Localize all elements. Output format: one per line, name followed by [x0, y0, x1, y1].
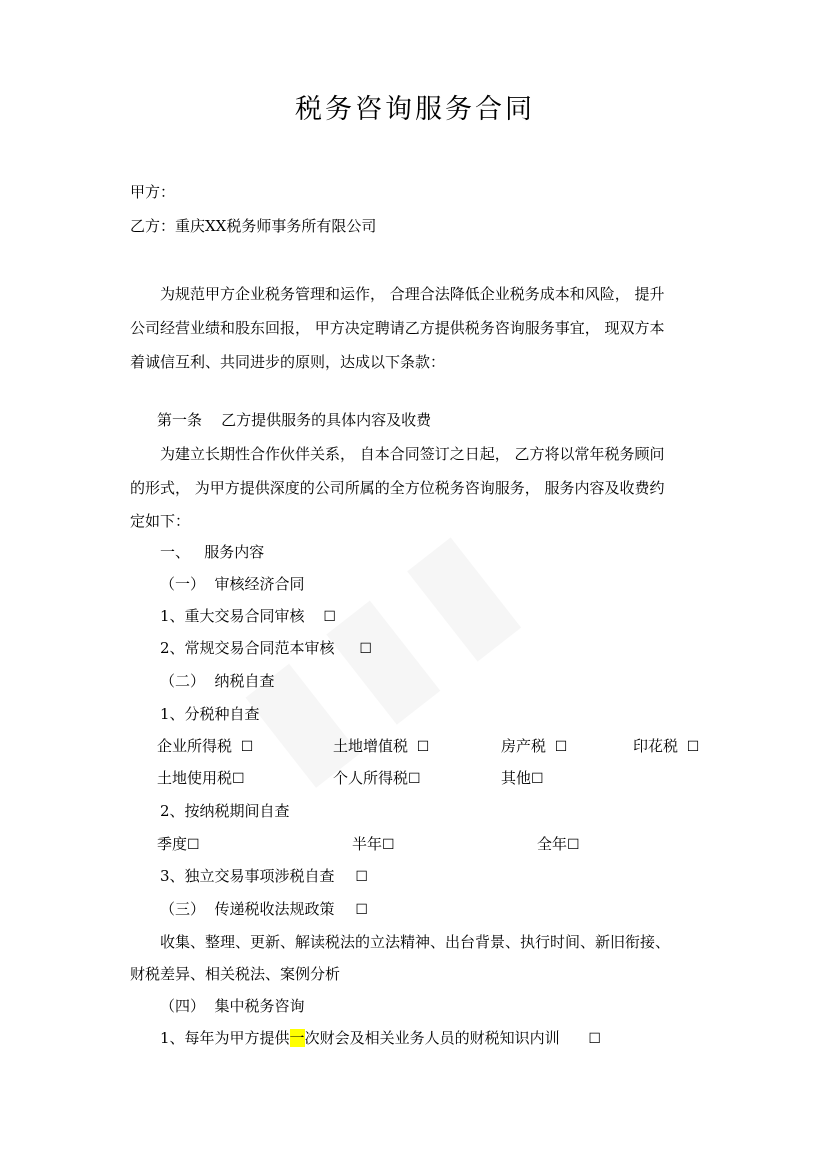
sub4-item-1-text: 次财会及相关业务人员的财税知识内训: [304, 1029, 560, 1047]
sub4-heading: （四） 集中税务咨询: [160, 997, 305, 1015]
tax-option-iit: [333, 771, 421, 786]
intro-line-3: 着诚信互利、共同进步的原则，达成以下条款：: [130, 353, 446, 371]
sub3-body-line-1: 收集、整理、更新、解读税法的立法精神、出台背景、执行时间、新旧衔接、: [160, 933, 671, 951]
article1-line-1: 为建立长期性合作伙伴关系， 自本合同签订之日起， 乙方将以常年税务顾问: [160, 445, 665, 463]
checkbox-icon[interactable]: ☐: [187, 837, 200, 853]
period-option-label: 全年: [537, 835, 568, 853]
checkbox-icon[interactable]: ☐: [408, 771, 421, 787]
checkbox-icon[interactable]: ☐: [531, 771, 544, 787]
tax-option-property: [501, 739, 567, 754]
checkbox-icon[interactable]: ☐: [355, 902, 368, 918]
intro-line-1: 为规范甲方企业税务管理和运作， 合理合法降低企业税务成本和风险， 提升: [160, 285, 665, 303]
article1-line-3: 定如下：: [130, 512, 191, 530]
tax-option-land-use: [157, 771, 245, 786]
party-a: 甲方：: [130, 183, 176, 201]
checkbox-icon[interactable]: ☐: [232, 771, 245, 787]
checkbox-icon[interactable]: ☐: [567, 837, 580, 853]
tax-option-lat: [333, 739, 429, 754]
sub1-item-1: [160, 609, 336, 624]
sub3-heading: （三） 传递税收法规政策: [160, 900, 335, 918]
sub4-item-1: [160, 1031, 601, 1046]
tax-option-other: [501, 771, 544, 786]
intro-line-2: 公司经营业绩和股东回报， 甲方决定聘请乙方提供税务咨询服务事宜， 现双方本: [130, 319, 665, 337]
sub2-heading: （二） 纳税自查: [160, 672, 275, 690]
sub1-item-1-label: 1、重大交易合同审核: [160, 607, 305, 625]
sub1-item-2-label: 2、常规交易合同范本审核: [160, 639, 335, 657]
sub2-item-3: [160, 869, 368, 884]
article1-title: 第一条 乙方提供服务的具体内容及收费: [157, 411, 432, 429]
sub1-item-2: [160, 641, 372, 656]
period-option-label: 季度: [157, 835, 188, 853]
sub4-item-1-text: 1、每年为甲方提供: [160, 1029, 290, 1047]
period-option-half-year: [352, 837, 395, 852]
period-option-quarter: [157, 837, 200, 852]
sub2-item-3-label: 3、独立交易事项涉税自查: [160, 867, 335, 885]
sub2-item-1: 1、分税种自查: [160, 705, 260, 723]
tax-option-label: 房产税: [501, 737, 547, 755]
sub3-body-line-2: 财税差异、相关税法、案例分析: [130, 965, 341, 983]
party-b: 乙方：重庆XX税务师事务所有限公司: [130, 217, 377, 235]
checkbox-icon[interactable]: ☐: [323, 609, 336, 625]
checkbox-icon[interactable]: ☐: [382, 837, 395, 853]
sub3-heading-row: [160, 902, 368, 917]
tax-option-label: 个人所得税: [333, 769, 409, 787]
checkbox-icon[interactable]: ☐: [355, 869, 368, 885]
period-option-label: 半年: [352, 835, 383, 853]
checkbox-icon[interactable]: ☐: [416, 739, 430, 755]
tax-option-label: 企业所得税: [157, 737, 233, 755]
article1-line-2: 的形式， 为甲方提供深度的公司所属的全方位税务咨询服务， 服务内容及收费约: [130, 479, 665, 497]
highlighted-text: 一: [289, 1029, 305, 1047]
sub2-item-2: 2、按纳税期间自查: [160, 802, 290, 820]
tax-option-label: 其他: [501, 769, 532, 787]
page-title: 税务咨询服务合同: [295, 94, 535, 125]
checkbox-icon[interactable]: ☐: [359, 641, 372, 657]
tax-option-stamp: [633, 739, 699, 754]
period-option-full-year: [537, 837, 580, 852]
checkbox-icon[interactable]: ☐: [240, 739, 254, 755]
checkbox-icon[interactable]: ☐: [686, 739, 700, 755]
tax-option-label: 土地增值税: [333, 737, 409, 755]
section1-heading: 一、 服务内容: [160, 543, 265, 561]
checkbox-icon[interactable]: ☐: [554, 739, 568, 755]
tax-option-label: 印花税: [633, 737, 679, 755]
sub1-heading: （一） 审核经济合同: [160, 575, 305, 593]
tax-option-cit: [157, 739, 253, 754]
tax-option-label: 土地使用税: [157, 769, 233, 787]
checkbox-icon[interactable]: ☐: [588, 1031, 601, 1047]
